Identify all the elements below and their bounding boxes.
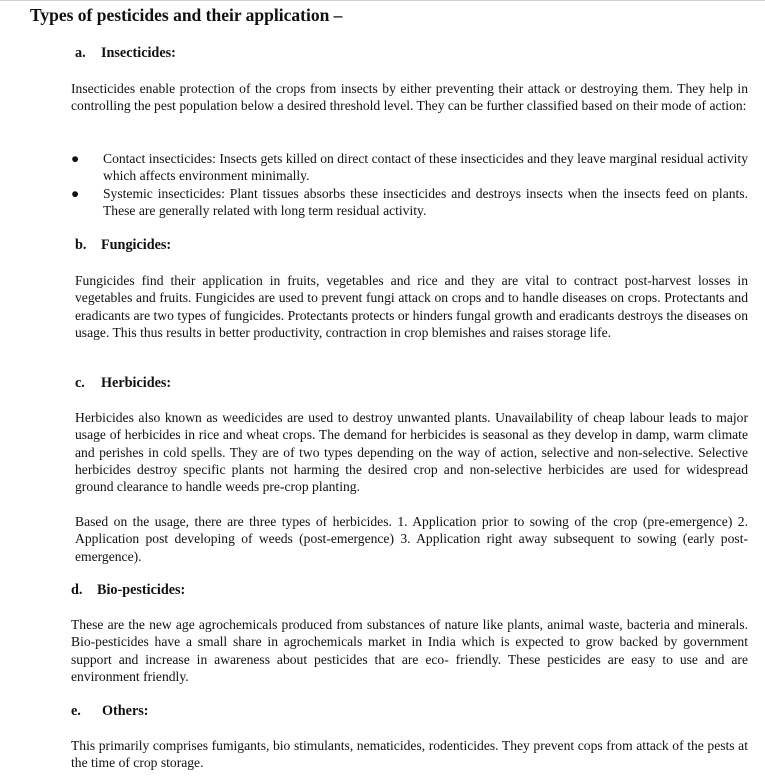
paragraph-herbicides-usage: Based on the usage, there are three types of herbicides. 1. Application prior to sowing of the crop (pre-emergence) 2. Application post developing of weeds (post-emergence) 3. Application right away subsequent to sowing (early post-emergence). — [75, 514, 748, 564]
section-heading-others — [71, 703, 149, 720]
paragraph-others: This primarily comprises fumigants, bio stimulants, nematicides, rodenticides. They prevent cops from attack of the pests at the time of crop storage. — [71, 738, 748, 771]
section-title: Fungicides: — [101, 237, 172, 253]
section-title: Bio-pesticides: — [97, 582, 186, 598]
top-border-line — [0, 0, 765, 1]
paragraph-fungicides: Fungicides find their application in fruits, vegetables and rice and they are vital to contract post-harvest losses in vegetables and fruits. Fungicides are used to prevent fungi attack on crops and to handle diseases on crops. Protectants and eradicants are two types of fungicides. Protectants protects or hinders fungal growth and eradicants destroys the diseases on usage. This thus results in better productivity, contraction in crop blemishes and raises storage life. — [75, 273, 748, 340]
section-letter: a. — [75, 45, 86, 61]
list-item — [71, 150, 748, 185]
section-letter: b. — [75, 237, 87, 253]
section-title: Insecticides: — [101, 45, 176, 61]
section-title: Others: — [102, 703, 149, 719]
paragraph-herbicides-intro: Herbicides also known as weedicides are used to destroy unwanted plants. Unavailability of cheap labour leads to major usage of herbicides in rice and wheat crops. The demand for herbicides is seasonal as they develop in damp, warm climate and perishes in cold spells. They are of two types depending on the way of action, selective and non-selective. Selective herbicides destroy specific plants not harming the desired crop and non-selective herbicides are used for widespread ground clearance to handle weeds pre-crop planting. — [75, 410, 748, 495]
paragraph-bio-pesticides: These are the new age agrochemicals produced from substances of nature like plants, animal waste, bacteria and minerals. Bio-pesticides have a small share in agrochemicals market in India which is expected to grow backed by government support and increase in awareness about pesticides that are eco- friendly. These pesticides are easy to use and are environment friendly. — [71, 617, 748, 684]
document-title: Types of pesticides and their application – — [30, 5, 343, 25]
list-item — [71, 185, 748, 220]
list-item-text: Systemic insecticides: Plant tissues absorbs these insecticides and destroys insects when the insects feed on plants. These are generally related with long term residual activity. — [103, 185, 748, 218]
section-letter: d. — [71, 582, 83, 598]
paragraph-insecticides-intro: Insecticides enable protection of the crops from insects by either preventing their attack or destroying them. They help in controlling the pest population below a desired threshold level. They can be further classified based on their mode of action: — [71, 81, 748, 114]
section-letter: e. — [71, 703, 81, 719]
section-letter: c. — [75, 375, 85, 391]
section-title: Herbicides: — [101, 375, 172, 391]
bullet-icon: ● — [71, 151, 80, 166]
section-heading-herbicides — [75, 375, 171, 392]
insecticide-types-list — [71, 150, 748, 219]
bullet-icon: ● — [71, 185, 80, 201]
section-heading-fungicides — [75, 237, 171, 254]
section-heading-insecticides — [75, 45, 176, 62]
list-item-text: Contact insecticides: Insects gets killed on direct contact of these insecticides and they leave marginal residual activity which affects environment minimally. — [103, 151, 748, 184]
section-heading-bio-pesticides — [71, 582, 185, 599]
